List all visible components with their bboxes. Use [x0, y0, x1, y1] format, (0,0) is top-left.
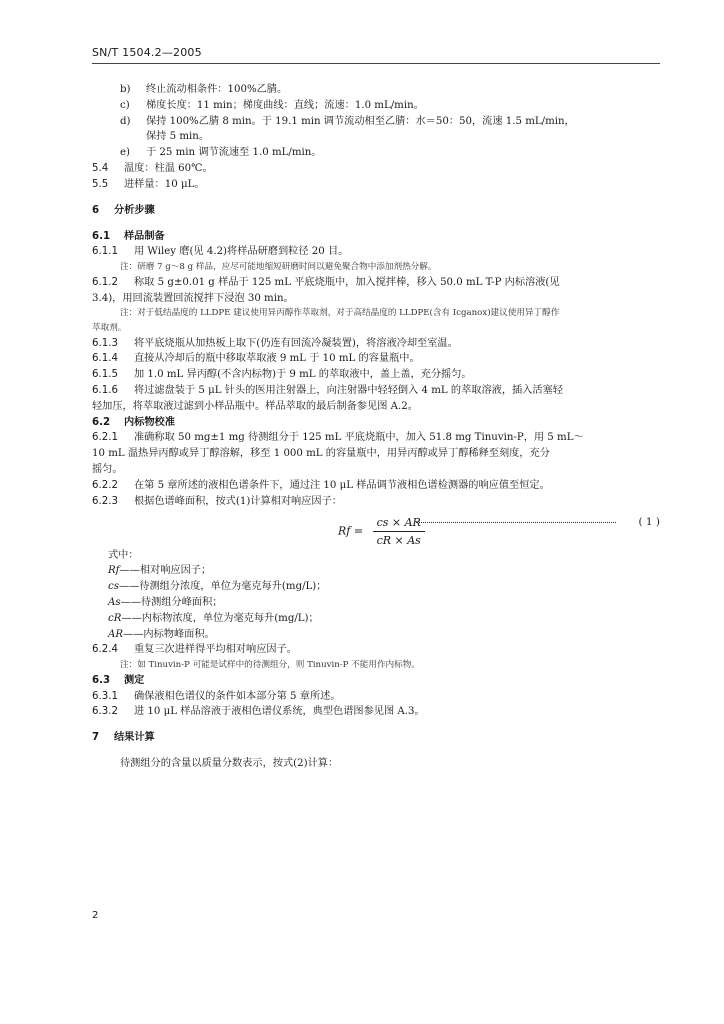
clause-6-2-1 [92, 430, 660, 446]
variable-symbol: cs [108, 581, 119, 593]
clause-6-1-3 [92, 336, 660, 352]
note-extractant-continued: 萃取剂。 [92, 322, 127, 333]
variable-text: ——待测组分峰面积； [120, 596, 223, 608]
list-item-e [92, 145, 660, 161]
section-7-heading [92, 730, 660, 746]
clause-6-2-heading [92, 415, 660, 431]
clause-number: 6.2.3 [92, 495, 118, 507]
note-extractant: 注：对于低结晶度的 LLDPE 建议使用异丙醇作萃取剂，对于高结晶度的 LLDPE(含有 Icganox)建议使用异丁醇作 [120, 308, 560, 319]
note-grinding: 注：研磨 7 g～8 g 样品，应尽可能地缩短研磨时间以避免聚合物中添加剂热分解。 [120, 262, 437, 273]
variable-definition [92, 611, 660, 627]
variable-symbol: AR [108, 628, 124, 640]
variable-definition [92, 563, 660, 579]
clause-number: 6.1.5 [92, 369, 118, 381]
list-item-d [92, 114, 660, 130]
list-item-c [92, 98, 660, 114]
variable-text: ——内标物浓度，单位为毫克每升(mg/L)； [121, 612, 319, 624]
clause-text: 进 10 μL 样品溶液于液相色谱仪系统，典型色谱图参见图 A.3。 [134, 706, 425, 718]
document-body [92, 82, 660, 772]
clause-title: 样品制备 [124, 230, 165, 242]
clause-text: 根据色谱峰面积，按式(1)计算相对响应因子： [134, 495, 342, 507]
clause-5-5 [92, 177, 660, 193]
clause-6-1-6 [92, 383, 660, 399]
list-marker: d) [120, 115, 131, 127]
formula-equals: = [353, 524, 364, 538]
list-text: 终止流动相条件：100%乙腈。 [146, 84, 288, 95]
clause-number: 6.2.2 [92, 479, 118, 491]
clause-number: 6.1.4 [92, 353, 118, 365]
clause-6-1-5 [92, 367, 660, 383]
clause-text: 直接从冷却后的瓶中移取萃取液 9 mL 于 10 mL 的容量瓶中。 [134, 353, 420, 365]
formula-expression [338, 514, 425, 549]
list-text: 梯度长度：11 min；梯度曲线：直线；流速：1.0 mL/min。 [146, 99, 424, 111]
clause-6-1-6-continued: 轻加压，将萃取液过滤到小样品瓶中。样品萃取的最后制备参见图 A.2。 [92, 400, 418, 412]
clause-6-3-2 [92, 704, 660, 720]
list-item-d-continued: 保持 5 min。 [146, 131, 210, 143]
clause-number: 6.1.6 [92, 385, 118, 397]
list-item-b [92, 82, 660, 98]
clause-text: 重复三次进样得平均相对响应因子。 [134, 644, 297, 656]
section-title: 结果计算 [114, 732, 155, 744]
list-marker: e) [120, 147, 131, 159]
page-number: 2 [92, 910, 99, 921]
clause-title: 内标物校准 [124, 416, 175, 428]
clause-text: 在第 5 章所述的液相色谱条件下，通过注 10 μL 样品调节液相色谱检测器的响应值至恒定。 [134, 479, 550, 491]
formula-numerator: cs × AR [373, 514, 425, 532]
section-7-text: 待测组分的含量以质量分数表示，按式(2)计算： [120, 758, 339, 770]
variable-definition [92, 627, 660, 643]
clause-number: 5.4 [92, 163, 109, 175]
clause-text: 将过滤盘装于 5 μL 针头的医用注射器上，向注射器中轻轻倒入 4 mL 的萃取溶液，插入活塞轻 [134, 385, 563, 397]
clause-number: 6.3 [92, 674, 111, 686]
clause-number: 6.3.1 [92, 690, 118, 702]
standard-number: SN/T 1504.2—2005 [92, 46, 202, 59]
formula-denominator: cR × As [376, 533, 421, 547]
clause-number: 6.1.1 [92, 246, 118, 258]
clause-number: 6.1.2 [92, 276, 118, 288]
formula-fraction [373, 514, 425, 549]
variable-definition [92, 595, 660, 611]
variable-definition [92, 579, 660, 595]
note-tinuvin: 注：如 Tinuvin-P 可能是试样中的待测组分，则 Tinuvin-P 不能用作内标物。 [120, 660, 420, 671]
section-6-heading [92, 203, 660, 219]
section-number: 6 [92, 204, 100, 216]
clause-6-2-3 [92, 494, 660, 510]
clause-number: 6.3.2 [92, 706, 118, 718]
clause-text: 将平底烧瓶从加热板上取下(仍连有回流冷凝装置)，将溶液冷却至室温。 [134, 337, 458, 349]
clause-5-4 [92, 161, 660, 177]
clause-6-2-1-continued: 10 mL 温热异丙醇或异丁醇溶解，移至 1 000 mL 的容量瓶中，用异丙醇或异丁醇稀释至刻度，充分 [92, 448, 550, 460]
clause-text: 进样量：10 μL。 [124, 178, 205, 190]
clause-6-3-1 [92, 689, 660, 705]
clause-text: 称取 5 g±0.01 g 样品于 125 mL 平底烧瓶中，加入搅拌棒，移入 50.0 mL T-P 内标溶液(见 [134, 276, 560, 288]
clause-6-1-2-continued: 3.4)，用回流装置回流搅拌下浸泡 30 min。 [92, 292, 294, 304]
clause-6-2-2 [92, 478, 660, 494]
list-text: 于 25 min 调节流速至 1.0 mL/min。 [146, 147, 322, 159]
clause-number: 6.2 [92, 416, 111, 428]
variable-text: ——相对响应因子； [119, 565, 212, 577]
list-text: 保持 100%乙腈 8 min。于 19.1 min 调节流动相至乙腈：水＝50：50，流速 1.5 mL/min， [146, 115, 575, 127]
clause-6-2-1-continued-2: 摇匀。 [92, 464, 123, 476]
variable-text: ——内标物峰面积。 [123, 628, 215, 640]
formula-leader-dots [416, 522, 616, 523]
clause-number: 6.1.3 [92, 337, 118, 349]
section-number: 7 [92, 732, 100, 744]
formula-number: ( 1 ) [638, 515, 660, 528]
variable-symbol: cR [108, 612, 122, 624]
clause-number: 6.2.1 [92, 432, 118, 444]
clause-text: 确保液相色谱仪的条件如本部分第 5 章所述。 [134, 690, 341, 702]
clause-6-1-2 [92, 275, 660, 291]
variable-symbol: Rf [108, 565, 120, 577]
list-marker: b) [120, 84, 131, 95]
clause-6-2-4 [92, 642, 660, 658]
clause-text: 用 Wiley 磨(见 4.2)将样品研磨到粒径 20 目。 [134, 246, 349, 258]
clause-text: 温度：柱温 60℃。 [124, 163, 213, 175]
clause-6-1-4 [92, 351, 660, 367]
where-label: 式中： [108, 549, 139, 561]
variable-text: ——待测组分浓度，单位为毫克每升(mg/L)； [118, 581, 327, 593]
clause-text: 加 1.0 mL 异丙醇(不含内标物)于 9 mL 的萃取液中，盖上盖，充分摇匀。 [134, 369, 472, 381]
clause-number: 6.1 [92, 230, 111, 242]
clause-text: 准确称取 50 mg±1 mg 待测组分于 125 mL 平底烧瓶中，加入 51.8 mg Tinuvin-P，用 5 mL～ [134, 432, 584, 444]
header-divider [92, 63, 660, 64]
clause-6-3-heading [92, 673, 660, 689]
variable-symbol: As [108, 596, 121, 608]
clause-number: 6.2.4 [92, 644, 118, 656]
clause-title: 测定 [124, 674, 145, 686]
formula-lhs: Rf [338, 524, 351, 538]
clause-number: 5.5 [92, 178, 109, 190]
clause-6-1-heading [92, 229, 660, 245]
formula-1 [92, 510, 660, 548]
list-marker: c) [120, 99, 130, 111]
clause-6-1-1 [92, 244, 660, 260]
section-title: 分析步骤 [114, 204, 155, 216]
